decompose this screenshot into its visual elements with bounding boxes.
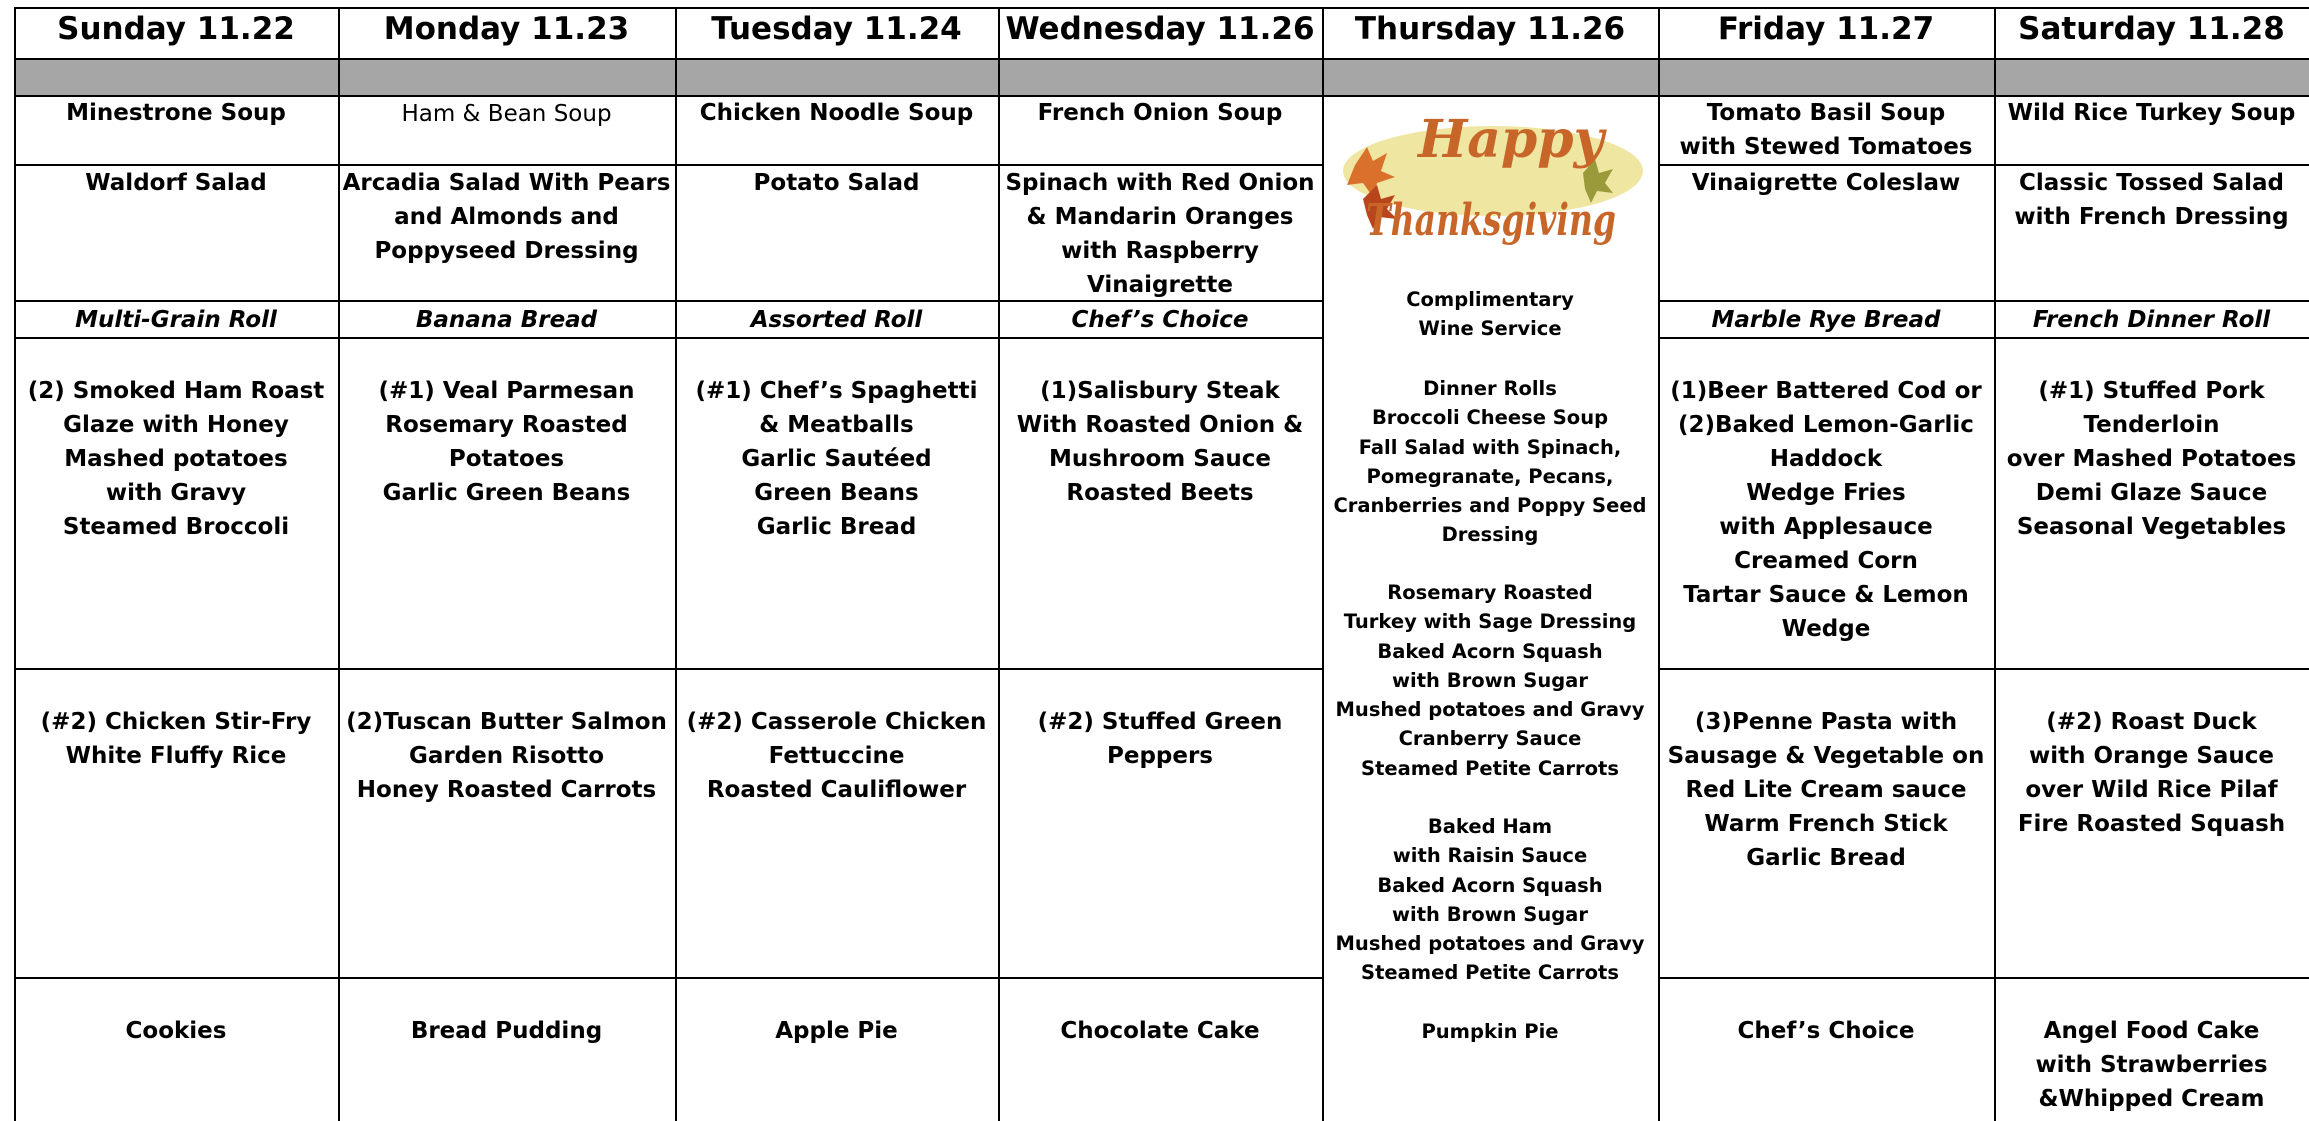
wednesday-entree-1: (1)Salisbury Steak With Roasted Onion & Mushroom Sauce Roasted Beets [1016, 378, 1304, 506]
grid-col-4 [1322, 7, 1324, 1121]
tuesday-entree-1: (#1) Chef’s Spaghetti & Meatballs Garlic Sautéed Green Beans Garlic Bread [695, 378, 978, 540]
monday-salad: Arcadia Salad With Pears and Almonds and Poppyseed Dressing [342, 170, 671, 264]
monday-entree-2: (2)Tuscan Butter Salmon Garden Risotto Honey Roasted Carrots [346, 709, 667, 803]
grid-line-entree-right [1658, 668, 2309, 670]
sunday-dessert: Cookies [125, 1018, 227, 1044]
grid-line-soup-right [1658, 164, 2309, 166]
sunday-entree-1: (2) Smoked Ham Roast Glaze with Honey Mashed potatoes with Gravy Steamed Broccoli [27, 378, 325, 540]
header-wednesday: Wednesday 11.26 [1005, 11, 1315, 47]
grid-line-header [14, 58, 2309, 60]
thursday-dessert: Pumpkin Pie [1421, 1020, 1559, 1043]
grid-line-salad-left [14, 300, 1323, 302]
header-separator-bar [14, 58, 2309, 95]
saturday-salad: Classic Tossed Salad with French Dressing [2014, 170, 2289, 230]
thursday-starters: Dinner Rolls Broccoli Cheese Soup Fall Salad with Spinach, Pomegranate, Pecans, Cranberries and Poppy Seed Dressing [1333, 377, 1647, 547]
grid-line-entree-left [14, 668, 1323, 670]
header-friday: Friday 11.27 [1717, 11, 1935, 47]
grid-line-bread-right [1658, 337, 2309, 339]
friday-dessert: Chef’s Choice [1737, 1018, 1915, 1044]
friday-entree-2: (3)Penne Pasta with Sausage & Vegetable on Red Lite Cream sauce Warm French Stick Garlic Bread [1667, 709, 1985, 871]
monday-dessert: Bread Pudding [410, 1018, 603, 1044]
friday-salad: Vinaigrette Coleslaw [1691, 170, 1961, 196]
header-thursday: Thursday 11.26 [1354, 11, 1626, 47]
grid-line-bar [14, 95, 2309, 97]
saturday-entree-1: (#1) Stuffed Pork Tenderloin over Mashed Potatoes Demi Glaze Sauce Seasonal Vegetables [2006, 378, 2297, 540]
tuesday-bread: Assorted Roll [750, 307, 923, 333]
friday-entree-1: (1)Beer Battered Cod or (2)Baked Lemon-Garlic Haddock Wedge Fries with Applesauce Creamed Corn Tartar Sauce & Lemon Wedge [1670, 378, 1982, 642]
monday-bread: Banana Bread [415, 307, 598, 333]
tuesday-entree-2: (#2) Casserole Chicken Fettuccine Roasted Cauliflower [686, 709, 987, 803]
logo-text-thanksgiving: Thanksgiving [1366, 195, 1616, 246]
tuesday-dessert: Apple Pie [775, 1018, 898, 1044]
grid-line-soup-left [14, 164, 1323, 166]
saturday-entree-2: (#2) Roast Duck with Orange Sauce over Wild Rice Pilaf Fire Roasted Squash [2017, 709, 2286, 837]
grid-line-top [14, 7, 2309, 9]
grid-col-6 [1994, 7, 1996, 1121]
wednesday-dessert: Chocolate Cake [1060, 1018, 1260, 1044]
header-monday: Monday 11.23 [383, 11, 630, 47]
saturday-soup: Wild Rice Turkey Soup [2007, 100, 2296, 126]
grid-col-3 [998, 7, 1000, 1121]
thursday-wine-service: Complimentary Wine Service [1406, 288, 1574, 341]
grid-col-1 [338, 7, 340, 1121]
sunday-salad: Waldorf Salad [85, 170, 267, 196]
friday-soup: Tomato Basil Soup with Stewed Tomatoes [1679, 100, 1973, 160]
grid-line-salad-right [1658, 300, 2309, 302]
wednesday-bread: Chef’s Choice [1071, 307, 1249, 333]
saturday-bread: French Dinner Roll [2032, 307, 2271, 333]
sunday-entree-2: (#2) Chicken Stir-Fry White Fluffy Rice [40, 709, 312, 769]
sunday-soup: Minestrone Soup [66, 100, 286, 126]
wednesday-salad: Spinach with Red Onion & Mandarin Oranges with Raspberry Vinaigrette [1005, 170, 1315, 298]
header-sunday: Sunday 11.22 [57, 11, 295, 47]
monday-soup: Ham & Bean Soup [401, 101, 612, 127]
grid-col-2 [675, 7, 677, 1121]
tuesday-soup: Chicken Noodle Soup [699, 100, 974, 126]
wednesday-entree-2: (#2) Stuffed Green Peppers [1037, 709, 1283, 769]
thursday-turkey-plate: Rosemary Roasted Turkey with Sage Dressing Baked Acorn Squash with Brown Sugar Mushed potatoes and Gravy Cranberry Sauce Steamed Petite Carrots [1335, 581, 1645, 780]
grid-col-5 [1658, 7, 1660, 1121]
saturday-dessert: Angel Food Cake with Strawberries &Whipped Cream [2035, 1018, 2268, 1112]
header-tuesday: Tuesday 11.24 [711, 11, 962, 47]
logo-text-happy: Happy [1418, 109, 1604, 170]
sunday-bread: Multi-Grain Roll [75, 307, 277, 333]
tuesday-salad: Potato Salad [753, 170, 920, 196]
friday-bread: Marble Rye Bread [1711, 307, 1941, 333]
grid-line-bread-left [14, 337, 1323, 339]
wednesday-soup: French Onion Soup [1037, 100, 1283, 126]
monday-entree-1: (#1) Veal Parmesan Rosemary Roasted Potatoes Garlic Green Beans [378, 378, 635, 506]
header-saturday: Saturday 11.28 [2018, 11, 2285, 47]
thursday-ham-plate: Baked Ham with Raisin Sauce Baked Acorn Squash with Brown Sugar Mushed potatoes and Gravy Steamed Petite Carrots [1335, 815, 1645, 985]
grid-line-dessert-right [1658, 977, 2309, 979]
grid-col-0 [14, 7, 16, 1121]
grid-line-dessert-left [14, 977, 1323, 979]
happy-thanksgiving-logo [1333, 95, 1641, 273]
